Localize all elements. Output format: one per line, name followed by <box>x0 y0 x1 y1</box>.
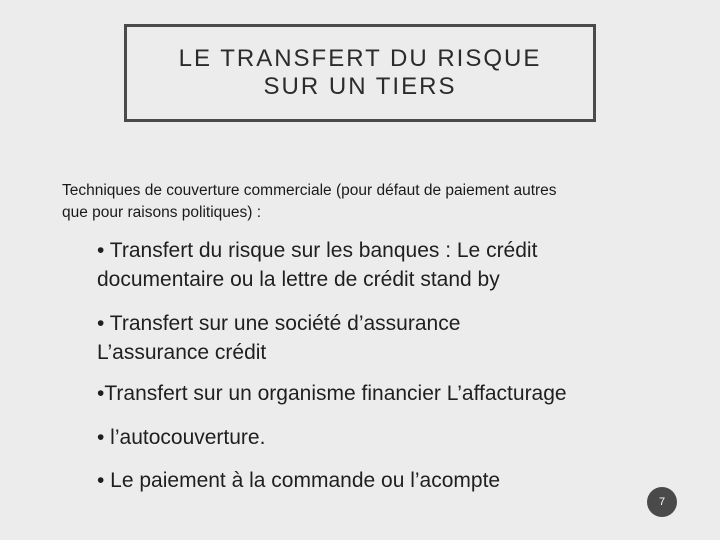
bullet-line: documentaire ou la lettre de crédit stand by <box>97 268 500 291</box>
bullet-line: • l’autocouverture. <box>97 426 266 449</box>
intro-paragraph <box>62 180 672 224</box>
bullet-item-banques <box>97 236 537 294</box>
bullet-line: •Transfert sur un organisme financier L’affacturage <box>97 382 567 405</box>
slide-title-line-2: SUR UN TIERS <box>263 73 457 100</box>
page-number-badge: 7 <box>647 487 677 517</box>
bullet-line: • Le paiement à la commande ou l’acompte <box>97 469 501 492</box>
bullet-item-assurance <box>97 309 460 367</box>
intro-line-2: que pour raisons politiques) : <box>62 204 262 221</box>
bullet-item-affacturage <box>97 379 567 408</box>
slide-title-box <box>124 24 596 122</box>
bullet-line: L’assurance crédit <box>97 341 267 364</box>
intro-line-1: Techniques de couverture commerciale (pour défaut de paiement autres <box>62 182 557 199</box>
bullet-line: • Transfert du risque sur les banques : Le crédit <box>97 239 538 262</box>
bullet-item-autocouverture <box>97 423 265 452</box>
bullet-line: • Transfert sur une société d’assurance <box>97 312 461 335</box>
slide-title-line-1: LE TRANSFERT DU RISQUE <box>178 45 542 72</box>
bullet-item-paiement <box>97 466 500 495</box>
